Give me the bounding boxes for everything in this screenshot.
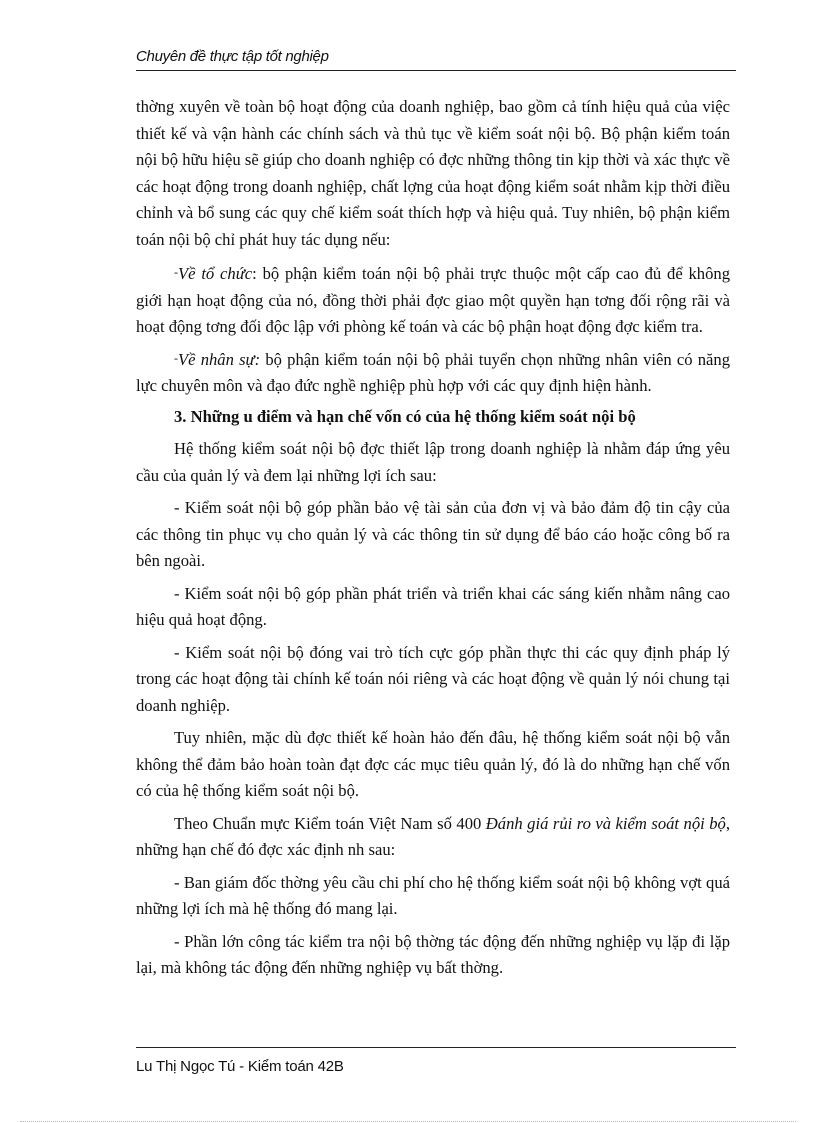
page-header: Chuyên đề thực tập tốt nghiệp: [136, 48, 329, 65]
bullet-text-organization: : bộ phận kiểm toán nội bộ phải trực thuộc một cấp cao đủ để không giới hạn hoạt động của nó, đồng thời phải đợc giao một quyền hạn tơng đối rộng rãi và hoạt động tơng đối độc lập với phòng kế toán và các bộ phận hoạt động đợc kiểm tra.: [136, 264, 730, 336]
header-divider: [136, 70, 736, 71]
paragraph-benefit-2: - Kiểm soát nội bộ góp phần phát triển và triển khai các sáng kiến nhằm nâng cao hiệu quả hoạt động.: [136, 583, 730, 629]
document-body: [136, 94, 730, 988]
bullet-organization: [136, 259, 730, 341]
paragraph-benefits-intro: Hệ thống kiểm soát nội bộ đợc thiết lập trong doanh nghiệp là nhằm đáp ứng yêu cầu của quản lý và đem lại những lợi ích sau:: [136, 439, 730, 485]
paragraph-benefit-3: - Kiểm soát nội bộ đóng vai trò tích cực góp phần thực thi các quy định pháp lý trong các hoạt động tài chính kế toán nói riêng và các hoạt động về quản lý nói chung tại doanh nghiệp.: [136, 642, 730, 715]
bullet-label-organization: Về tổ chức: [178, 264, 253, 283]
standard-text-b: , những hạn chế đó đợc xác định nh sau:: [136, 813, 730, 859]
bullet-mark: -: [174, 265, 178, 279]
paragraph-intro: thờng xuyên về toàn bộ hoạt động của doanh nghiệp, bao gồm cả tính hiệu quả của việc thiết kế và vận hành các chính sách và thủ tục về kiểm soát nội bộ. Bộ phận kiểm toán nội bộ hữu hiệu sẽ giúp cho doanh nghiệp có đợc những thông tin kịp thời và xác thực về các hoạt động trong doanh nghiệp, chất lợng của hoạt động kiểm soát nhằm kịp thời điều chỉnh và bổ sung các quy chế kiểm soát thích hợp và hiệu quả. Tuy nhiên, bộ phận kiểm toán nội bộ chỉ phát huy tác dụng nếu:: [136, 97, 730, 249]
standard-title: Đánh giá rủi ro và kiểm soát nội bộ: [485, 813, 726, 833]
page-edge-divider: [20, 1121, 796, 1122]
bullet-mark: -: [174, 350, 178, 365]
paragraph-limitation-intro: Tuy nhiên, mặc dù đợc thiết kế hoàn hảo đến đâu, hệ thống kiểm soát nội bộ vẫn không thể đảm bảo hoàn toàn đạt đợc các mục tiêu quản lý, đó là do những hạn chế vốn có của hệ thống kiểm soát nội bộ.: [136, 728, 730, 800]
paragraph-benefit-1: - Kiểm soát nội bộ góp phần bảo vệ tài sản của đơn vị và bảo đảm độ tin cậy của các thông tin phục vụ cho quản lý và các thông tin sử dụng để báo cáo hoặc công bố ra bên ngoài.: [136, 498, 730, 570]
paragraph-standard: [136, 811, 730, 864]
page-footer: Lu Thị Ngọc Tú - Kiểm toán 42B: [136, 1058, 344, 1075]
section-heading: 3. Những u điểm và hạn chế vốn có của hệ thống kiểm soát nội bộ: [174, 406, 636, 426]
bullet-personnel: [136, 345, 730, 400]
bullet-label-personnel: Về nhân sự:: [178, 349, 261, 369]
bullet-text-personnel: bộ phận kiểm toán nội bộ phải tuyển chọn những nhân viên có năng lực chuyên môn và đạo đức nghề nghiệp phù hợp với các quy định hiện hành.: [136, 349, 730, 395]
paragraph-limitation-2: - Phần lớn công tác kiểm tra nội bộ thờng tác động đến những nghiệp vụ lặp đi lặp lại, mà không tác động đến những nghiệp vụ bất thờng.: [136, 931, 730, 977]
footer-divider: [136, 1047, 736, 1048]
paragraph-limitation-1: - Ban giám đốc thờng yêu cầu chi phí cho hệ thống kiểm soát nội bộ không vợt quá những lợi ích mà hệ thống đó mang lại.: [136, 872, 730, 918]
standard-text-a: Theo Chuẩn mực Kiểm toán Việt Nam số 400: [174, 813, 486, 833]
